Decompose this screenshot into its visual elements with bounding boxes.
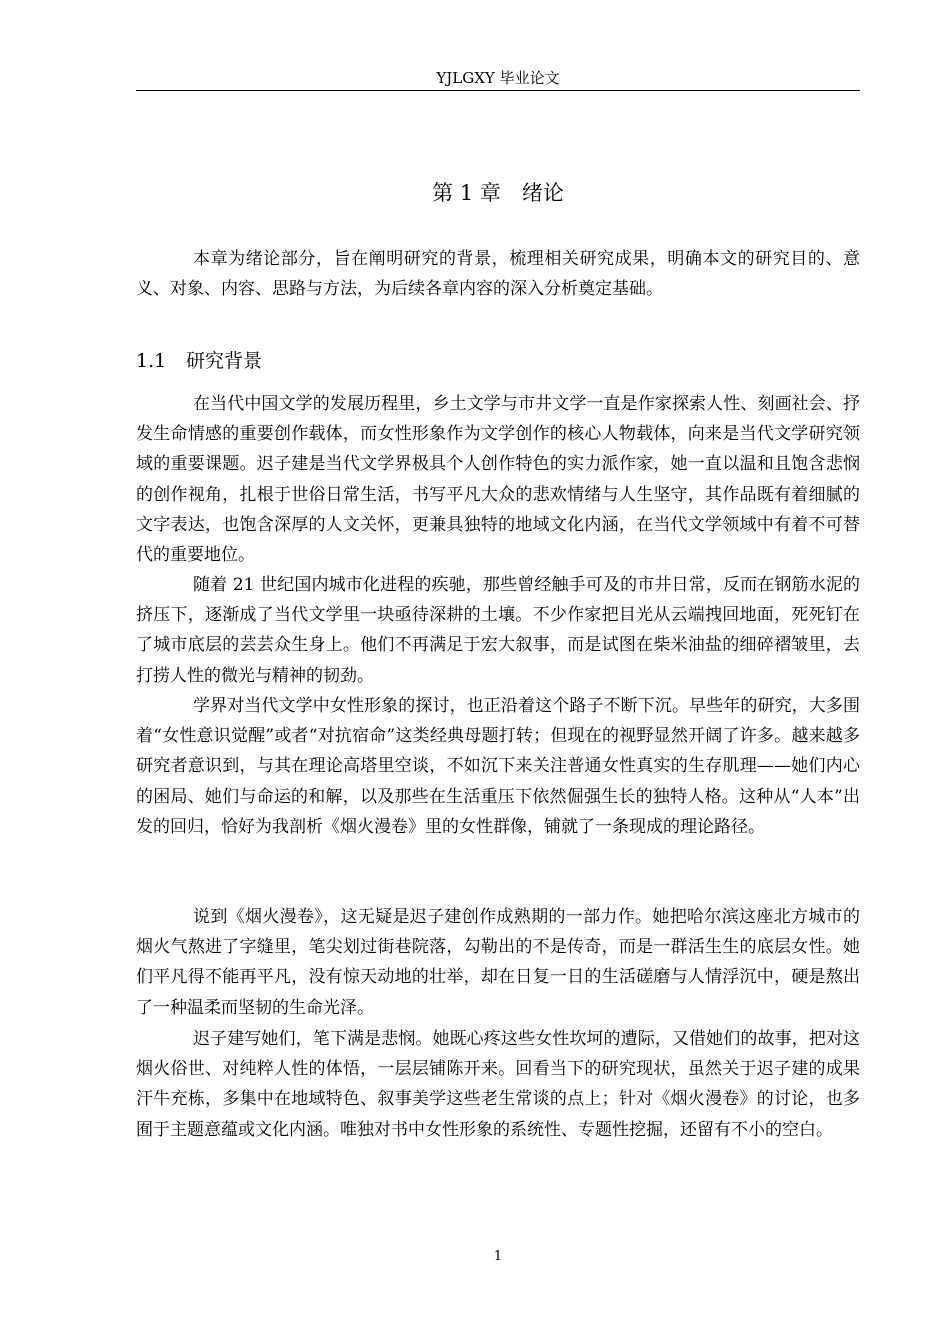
section-heading — [136, 346, 860, 376]
page-number: 1 — [493, 1249, 503, 1264]
running-header: YJLGXY 毕业论文 — [436, 69, 560, 87]
chapter-title: 第 1 章 绪论 — [432, 181, 564, 205]
body-paragraph-5: 迟子建写她们，笔下满是悲悯。她既心疼这些女性坎坷的遭际，又借她们的故事，把对这烟火俗世、对纯粹人性的体悟，一层层铺陈开来。回看当下的研究现状，虽然关于迟子建的成果汗牛充栋，多集中在地域特色、叙事美学这些老生常谈的点上；针对《烟火漫卷》的讨论，也多囿于主题意蕴或文化内涵。唯独对书中女性形象的系统性、专题性挖掘，还留有不小的空白。 — [136, 1029, 860, 1140]
body-paragraph-2: 随着 21 世纪国内城市化进程的疾驰，那些曾经触手可及的市井日常，反而在钢筋水泥的挤压下，逐渐成了当代文学里一块亟待深耕的土壤。不少作家把目光从云端拽回地面，死死钉在了城市底层的芸芸众生身上。他们不再满足于宏大叙事，而是试图在柴米油盐的细碎褶皱里，去打捞人性的微光与精神的韧劲。 — [136, 575, 860, 686]
header-rule — [136, 90, 860, 91]
section-number: 1.1 — [136, 350, 167, 372]
body-paragraph-1: 在当代中国文学的发展历程里，乡土文学与市井文学一直是作家探索人性、刻画社会、抒发生命情感的重要创作载体，而女性形象作为文学创作的核心人物载体，向来是当代文学研究领域的重要课题。迟子建是当代文学界极具个人创作特色的实力派作家，她一直以温和且饱含悲悯的创作视角，扎根于世俗日常生活，书写平凡大众的悲欢情绪与人生坚守，其作品既有着细腻的文字表达，也饱含深厚的人文关怀，更兼具独特的地域文化内涵，在当代文学领域中有着不可替代的重要地位。 — [136, 394, 860, 566]
section-title: 研究背景 — [186, 350, 263, 372]
body-paragraph-3: 学界对当代文学中女性形象的探讨，也正沿着这个路子不断下沉。早些年的研究，大多围着“女性意识觉醒”或者“对抗宿命”这类经典母题打转；但现在的视野显然开阔了许多。越来越多研究者意识到，与其在理论高塔里空谈，不如沉下来关注普通女性真实的生存肌理——她们内心的困局、她们与命运的和解，以及那些在生活重压下依然倔强生长的独特人格。这种从“人本”出发的回归，恰好为我剖析《烟火漫卷》里的女性群像，铺就了一条现成的理论路径。 — [136, 696, 860, 837]
body-paragraph-4: 说到《烟火漫卷》，这无疑是迟子建创作成熟期的一部力作。她把哈尔滨这座北方城市的烟火气熬进了字缝里，笔尖划过街巷院落，勾勒出的不是传奇，而是一群活生生的底层女性。她们平凡得不能再平凡，没有惊天动地的壮举，却在日复一日的生活磋磨与人情浮沉中，硬是熬出了一种温柔而坚韧的生命光泽。 — [136, 907, 860, 1018]
intro-paragraph: 本章为绪论部分，旨在阐明研究的背景，梳理相关研究成果，明确本文的研究目的、意义、对象、内容、思路与方法，为后续各章内容的深入分析奠定基础。 — [136, 249, 860, 300]
